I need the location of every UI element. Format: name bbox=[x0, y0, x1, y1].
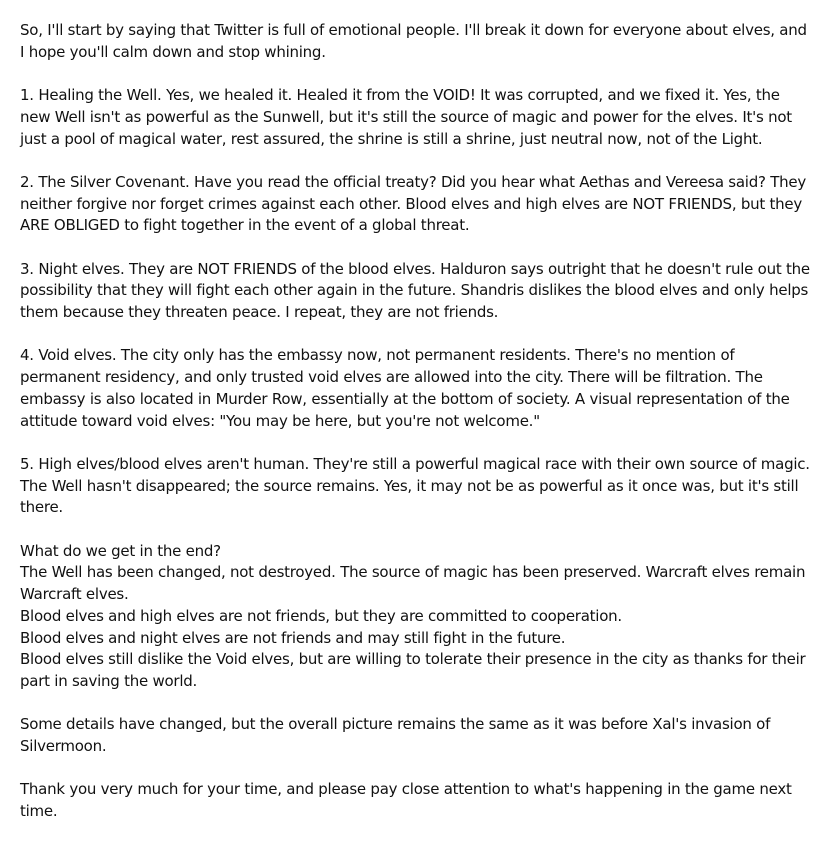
text-line: Thank you very much for your time, and please pay close attention to what's happening in the game next time. bbox=[20, 780, 792, 821]
point-4-paragraph bbox=[20, 345, 810, 432]
text-line: Some details have changed, but the overall picture remains the same as it was before Xal's invasion of Silvermoon. bbox=[20, 715, 771, 756]
conclusion-paragraph bbox=[20, 714, 810, 757]
text-line: 5. High elves/blood elves aren't human. They're still a powerful magical race with their own source of magic. The Well hasn't disappeared; the source remains. Yes, it may not be as powerful as it once was, but it's still there. bbox=[20, 454, 810, 517]
text-line: 4. Void elves. The city only has the embassy now, not permanent residents. There's no mention of permanent residency, and only trusted void elves are allowed into the city. There will be filtration. The embassy is also located in Murder Row, essentially at the bottom of society. A visual representation of the attitude toward void elves: "You may be here, but you're not welcome." bbox=[20, 346, 790, 430]
point-1-paragraph bbox=[20, 85, 810, 150]
text-line: 1. Healing the Well. Yes, we healed it. Healed it from the VOID! It was corrupted, and we fixed it. Yes, the new Well isn't as powerful as the Sunwell, but it's still the source of magic and power for the elves. It's not just a pool of magical water, rest assured, the shrine is still a shrine, just neutral now, not of the Light. bbox=[20, 86, 792, 148]
summary-line: Blood elves and night elves are not friends and may still fight in the future. bbox=[20, 628, 566, 647]
summary-line: The Well has been changed, not destroyed. The source of magic has been preserved. Warcraft elves remain Warcraft elves. bbox=[20, 563, 806, 604]
text-line: 3. Night elves. They are NOT FRIENDS of the blood elves. Halduron says outright that he doesn't rule out the possibility that they will fight each other again in the future. Shandris dislikes the blood elves and only helps them because they threaten peace. I repeat, they are not friends. bbox=[20, 259, 810, 322]
document-body bbox=[20, 20, 810, 823]
point-5-paragraph bbox=[20, 454, 810, 519]
point-3-paragraph bbox=[20, 259, 810, 324]
intro-paragraph bbox=[20, 20, 810, 63]
summary-line: Blood elves and high elves are not friends, but they are committed to cooperation. bbox=[20, 606, 622, 625]
summary-heading: What do we get in the end? bbox=[20, 541, 221, 560]
closing-paragraph bbox=[20, 779, 810, 822]
summary-paragraph bbox=[20, 541, 810, 693]
text-line: So, I'll start by saying that Twitter is full of emotional people. I'll break it down for everyone about elves, and I hope you'll calm down and stop whining. bbox=[20, 21, 807, 61]
text-line: 2. The Silver Covenant. Have you read the official treaty? Did you hear what Aethas and Vereesa said? They neither forgive nor forget crimes against each other. Blood elves and high elves are NOT FRIENDS, but they ARE OBLIGED to fight together in the event of a global threat. bbox=[20, 172, 806, 235]
point-2-paragraph bbox=[20, 172, 810, 237]
summary-line: Blood elves still dislike the Void elves, but are willing to tolerate their presence in the city as thanks for their part in saving the world. bbox=[20, 650, 806, 690]
